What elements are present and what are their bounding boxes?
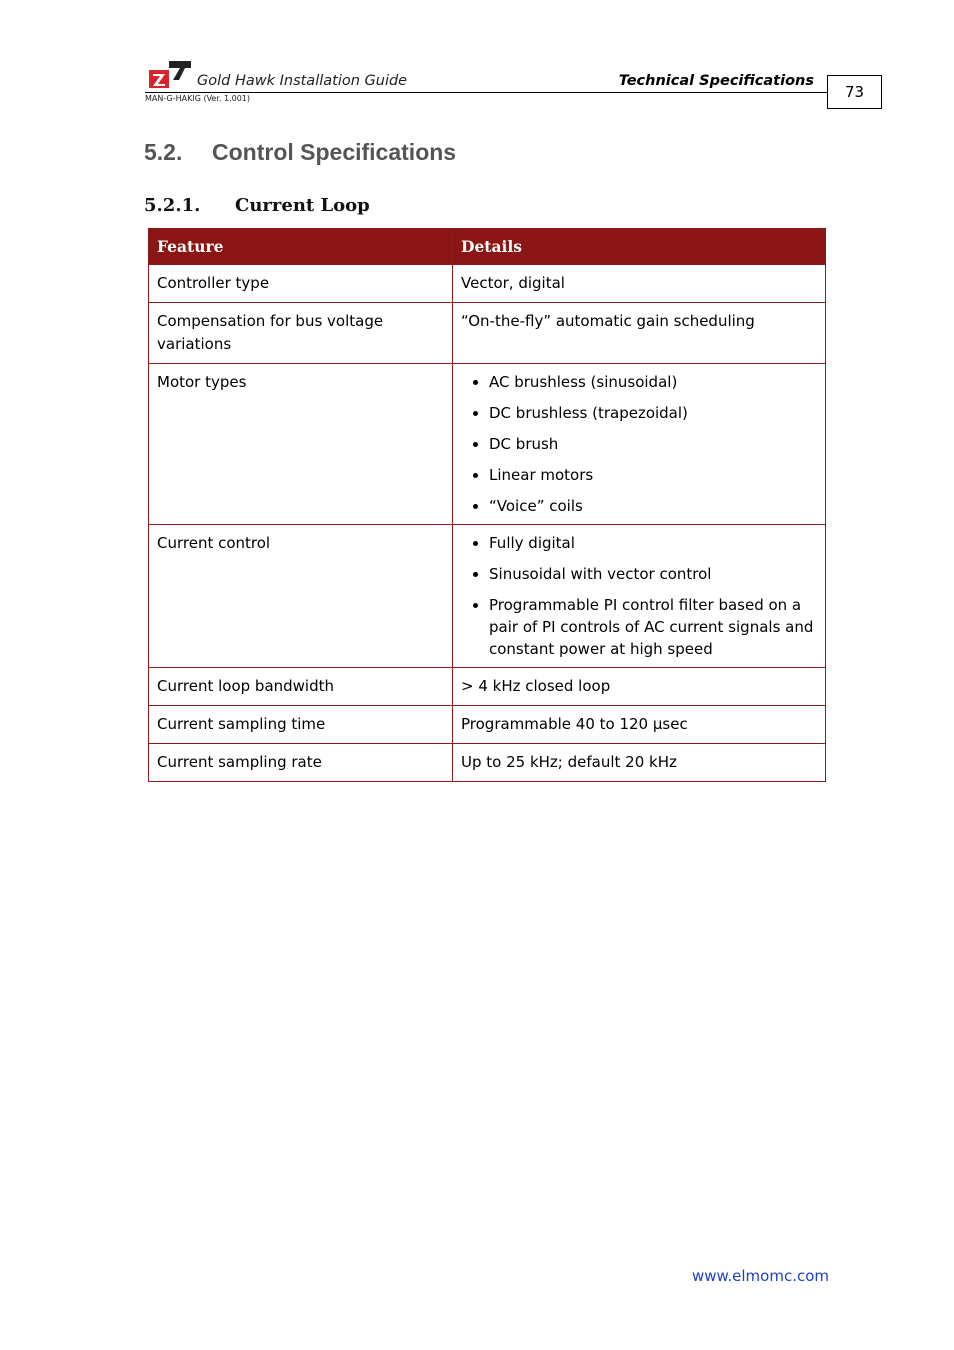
feature-cell: Motor types (149, 364, 453, 525)
feature-cell: Current control (149, 525, 453, 668)
bullet-list (461, 532, 817, 660)
list-item: • Fully digital (489, 532, 817, 554)
list-item: • DC brush (489, 433, 817, 455)
subsection-heading (144, 195, 370, 216)
list-item: • AC brushless (sinusoidal) (489, 371, 817, 393)
table-row (149, 265, 826, 303)
table-row (149, 706, 826, 744)
details-cell: “On-the-fly” automatic gain scheduling (453, 303, 826, 364)
list-item: • Linear motors (489, 464, 817, 486)
details-cell: Programmable 40 to 120 μsec (453, 706, 826, 744)
header-divider (145, 92, 827, 93)
bullet-list (461, 371, 817, 517)
subsection-number: 5.2.1. (144, 195, 201, 216)
section-title: Control Specifications (212, 139, 457, 165)
details-cell (453, 525, 826, 668)
page-number: 73 (827, 75, 882, 109)
list-item: • Sinusoidal with vector control (489, 563, 817, 585)
document-title: Gold Hawk Installation Guide (197, 73, 408, 89)
table-row (149, 744, 826, 782)
table-row (149, 303, 826, 364)
section-number: 5.2. (144, 139, 183, 165)
feature-cell: Current sampling rate (149, 744, 453, 782)
website-link[interactable]: www.elmomc.com (691, 1267, 829, 1285)
list-item: • DC brushless (trapezoidal) (489, 402, 817, 424)
details-cell: Vector, digital (453, 265, 826, 303)
page-header (145, 56, 883, 112)
elmo-logo-icon (149, 58, 191, 88)
header-section-title: Technical Specifications (618, 73, 814, 89)
column-header-details: Details (453, 229, 826, 265)
list-item: • Programmable PI control filter based on a pair of PI controls of AC current signals and constant power at high speed (489, 594, 817, 660)
table-header-row (149, 229, 826, 265)
details-cell: Up to 25 kHz; default 20 kHz (453, 744, 826, 782)
document-version: MAN-G-HAKIG (Ver. 1.001) (145, 94, 251, 103)
current-loop-spec-table (148, 228, 826, 782)
feature-cell: Current loop bandwidth (149, 668, 453, 706)
feature-cell: Compensation for bus voltage variations (149, 303, 453, 364)
details-cell (453, 364, 826, 525)
subsection-title: Current Loop (235, 195, 370, 216)
list-item: • “Voice” coils (489, 495, 817, 517)
table-row (149, 525, 826, 668)
feature-cell: Current sampling time (149, 706, 453, 744)
details-cell: > 4 kHz closed loop (453, 668, 826, 706)
table-row (149, 668, 826, 706)
feature-cell: Controller type (149, 265, 453, 303)
section-heading (144, 139, 456, 166)
table-row (149, 364, 826, 525)
column-header-feature: Feature (149, 229, 453, 265)
